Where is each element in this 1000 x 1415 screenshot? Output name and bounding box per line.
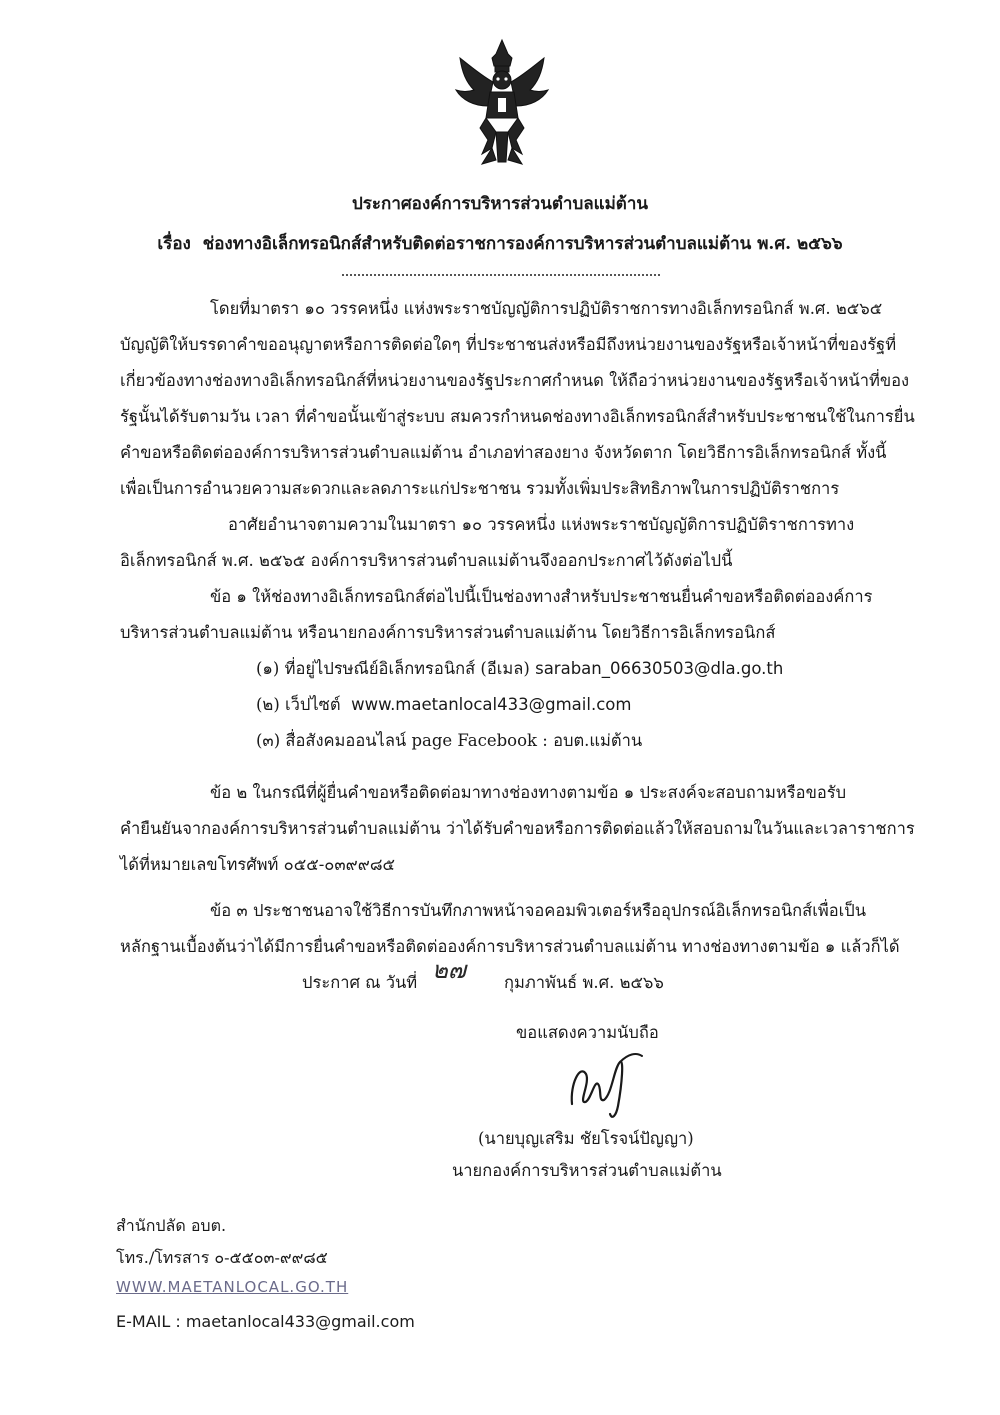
title-divider (342, 274, 660, 276)
channel-website (256, 692, 631, 718)
subject-text: ช่องทางอิเล็กทรอนิกส์สำหรับติดต่อราชการองค์การบริหารส่วนตำบลแม่ต้าน พ.ศ. ๒๕๖๖ (202, 234, 843, 254)
para1-line: เพื่อเป็นการอำนวยความสะดวกและลดภาระแก่ประชาชน รวมทั้งเพิ่มประสิทธิภาพในการปฏิบัติราชการ (120, 479, 840, 498)
clause2-line: คำยืนยันจากองค์การบริหารส่วนตำบลแม่ต้าน ว่าได้รับคำขอหรือการติดต่อแล้วให้สอบถามในวันและเวลาราชการ (120, 819, 915, 838)
announcement-title: ประกาศองค์การบริหารส่วนตำบลแม่ต้าน (351, 194, 649, 214)
clause1-line: ข้อ ๑ ให้ช่องทางอิเล็กทรอนิกส์ต่อไปนี้เป็นช่องทางสำหรับประชาชนยื่นคำขอหรือติดต่อองค์การ (210, 587, 873, 606)
footer-email-label: E-MAIL : (116, 1312, 181, 1331)
clause3-line: ข้อ ๓ ประชาชนอาจใช้วิธีการบันทึกภาพหน้าจอคอมพิวเตอร์หรืออุปกรณ์อิเล็กทรอนิกส์เพื่อเป็น (210, 901, 867, 920)
para1-line: โดยที่มาตรา ๑๐ วรรคหนึ่ง แห่งพระราชบัญญัติการปฏิบัติราชการทางอิเล็กทรอนิกส์ พ.ศ. ๒๕๖๕ (210, 299, 883, 318)
clause3-line: หลักฐานเบื้องต้นว่าได้มีการยื่นคำขอหรือติดต่อองค์การบริหารส่วนตำบลแม่ต้าน ทางช่องทางตามข้อ ๑ แล้วก็ได้ (120, 937, 900, 956)
footer-website-link[interactable]: WWW.MAETANLOCAL.GO.TH (116, 1278, 349, 1296)
announce-date-suffix: กุมภาพันธ์ พ.ศ. ๒๕๖๖ (504, 973, 664, 992)
signer-position: นายกองค์การบริหารส่วนตำบลแม่ต้าน (452, 1161, 722, 1180)
para2-line: อิเล็กทรอนิกส์ พ.ศ. ๒๕๖๕ องค์การบริหารส่วนตำบลแม่ต้านจึงออกประกาศไว้ดังต่อไปนี้ (120, 551, 733, 570)
clause2-line: ข้อ ๒ ในกรณีที่ผู้ยื่นคำขอหรือติดต่อมาทางช่องทางตามข้อ ๑ ประสงค์จะสอบถามหรือขอรับ (210, 783, 847, 802)
channel-email-label: (๑) ที่อยู่ไปรษณีย์อิเล็กทรอนิกส์ (อีเมล) (256, 659, 530, 678)
para1-line: คำขอหรือติดต่อองค์การบริหารส่วนตำบลแม่ต้าน อำเภอท่าสองยาง จังหวัดตาก โดยวิธีการอิเล็กทรอนิกส์ ทั้งนี้ (120, 443, 887, 462)
garuda-emblem-icon (452, 36, 552, 168)
footer-office: สำนักปลัด อบต. (116, 1216, 227, 1235)
clause2-line: ได้ที่หมายเลขโทรศัพท์ ๐๕๕-๐๓๙๙๘๕ (120, 855, 396, 874)
channel-website-label: (๒) เว็ปไซต์ (256, 695, 341, 714)
para1-line: รัฐนั้นได้รับตามวัน เวลา ที่คำขอนั้นเข้าสู่ระบบ สมควรกำหนดช่องทางอิเล็กทรอนิกส์สำหรับประชาชนใช้ในการยื่น (120, 407, 915, 426)
subject-label: เรื่อง (157, 234, 191, 254)
subject-line (0, 230, 1000, 257)
footer-phone: โทร./โทรสาร ๐-๕๕๐๓-๙๙๘๕ (116, 1248, 328, 1267)
announce-prefix: ประกาศ ณ วันที่ (302, 973, 418, 992)
para1-line: บัญญัติให้บรรดาคำขออนุญาตหรือการติดต่อใดๆ ที่ประชาชนส่งหรือมีถึงหน่วยงานของรัฐหรือเจ้าหน้าที่ของรัฐที่ (120, 335, 897, 354)
handwritten-day: ๒๗ (432, 956, 466, 984)
para2-line: อาศัยอำนาจตามความในมาตรา ๑๐ วรรคหนึ่ง แห่งพระราชบัญญัติการปฏิบัติราชการทาง (228, 515, 855, 534)
footer-email (116, 1312, 415, 1331)
handwritten-signature-icon (562, 1044, 658, 1122)
channel-website-value[interactable]: www.maetanlocal433@gmail.com (351, 695, 632, 714)
channel-email (256, 656, 783, 682)
para1-line: เกี่ยวข้องทางช่องทางอิเล็กทรอนิกส์ที่หน่วยงานของรัฐประกาศกำหนด ให้ถือว่าหน่วยงานของรัฐหรือเจ้าหน้าที่ของ (120, 371, 910, 390)
channel-email-value[interactable]: saraban_06630503@dla.go.th (535, 659, 784, 678)
channel-facebook-value: อบต.แม่ต้าน (553, 731, 643, 750)
footer-email-value[interactable]: maetanlocal433@gmail.com (185, 1312, 415, 1331)
channel-facebook-label: (๓) สื่อสังคมออนไลน์ page Facebook : (256, 731, 548, 750)
signer-name: (นายบุญเสริม ชัยโรจน์ปัญญา) (478, 1129, 694, 1148)
clause1-line: บริหารส่วนตำบลแม่ต้าน หรือนายกองค์การบริหารส่วนตำบลแม่ต้าน โดยวิธีการอิเล็กทรอนิกส์ (120, 623, 776, 642)
closing-text: ขอแสดงความนับถือ (516, 1023, 659, 1042)
channel-facebook (256, 728, 642, 754)
